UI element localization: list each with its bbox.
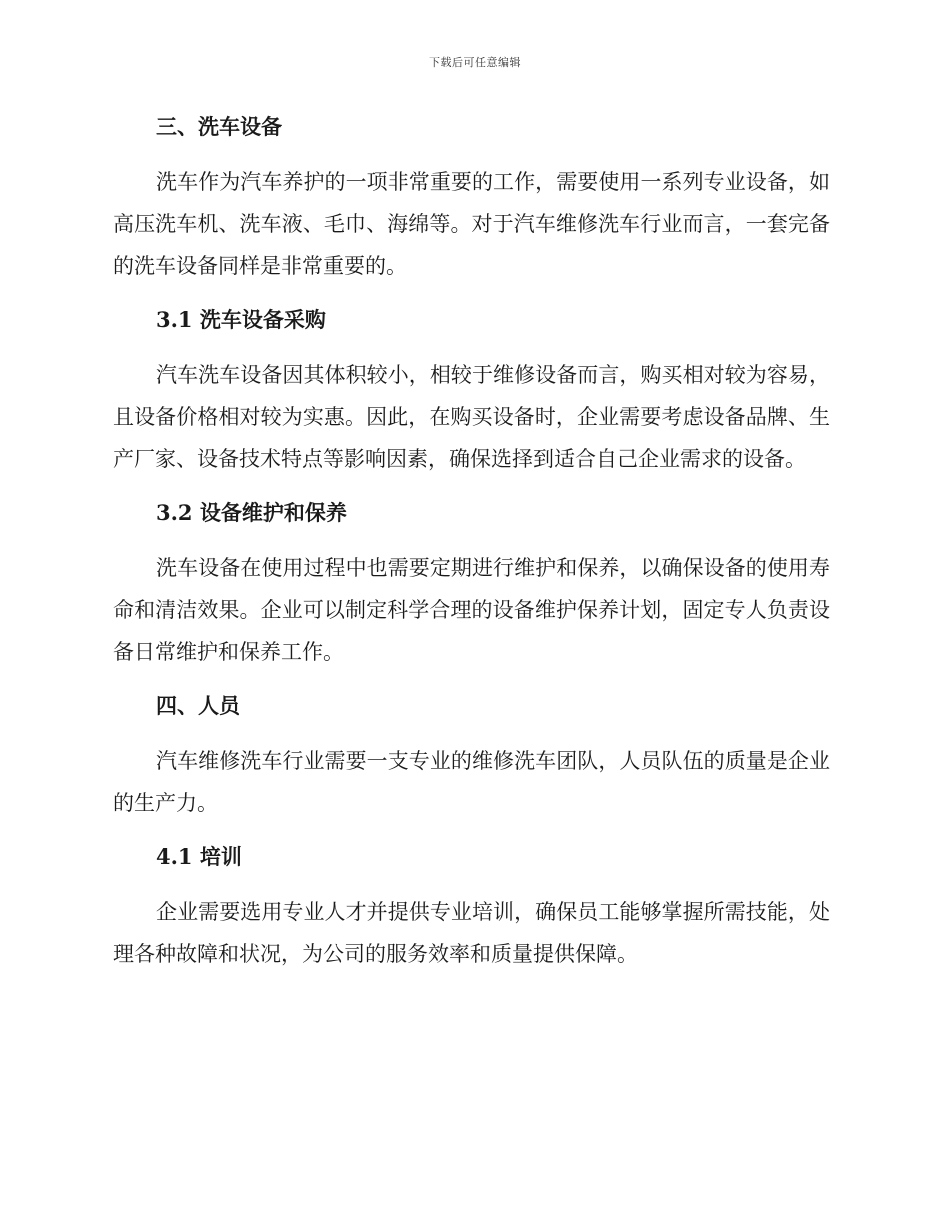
- paragraph-equipment-purchase: 汽车洗车设备因其体积较小，相较于维修设备而言，购买相对较为容易，且设备价格相对较为实惠。因此，在购买设备时，企业需要考虑设备品牌、生产厂家、设备技术特点等影响因素，确保选择到适合自己企业需求的设备。: [113, 363, 830, 471]
- paragraph-wash-equipment: 洗车作为汽车养护的一项非常重要的工作，需要使用一系列专业设备，如高压洗车机、洗车液、毛巾、海绵等。对于汽车维修洗车行业而言，一套完备的洗车设备同样是非常重要的。: [113, 170, 830, 278]
- paragraph-training: 企业需要选用专业人才并提供专业培训，确保员工能够掌握所需技能，处理各种故障和状况，为公司的服务效率和质量提供保障。: [113, 900, 830, 966]
- section-heading-personnel: 四、人员: [156, 693, 240, 718]
- section-heading-wash-equipment: 三、洗车设备: [156, 114, 282, 139]
- paragraph-equipment-maintenance: 洗车设备在使用过程中也需要定期进行维护和保养，以确保设备的使用寿命和清洁效果。企业可以制定科学合理的设备维护保养计划，固定专人负责设备日常维护和保养工作。: [113, 556, 830, 664]
- section-heading-equipment-purchase: 3.1 洗车设备采购: [156, 307, 326, 332]
- document-body: [113, 108, 830, 975]
- paragraph-personnel: 汽车维修洗车行业需要一支专业的维修洗车团队，人员队伍的质量是企业的生产力。: [113, 749, 830, 815]
- section-heading-equipment-maintenance: 3.2 设备维护和保养: [156, 500, 347, 525]
- page-header: 下载后可任意编辑: [429, 56, 521, 69]
- section-heading-training: 4.1 培训: [156, 844, 242, 869]
